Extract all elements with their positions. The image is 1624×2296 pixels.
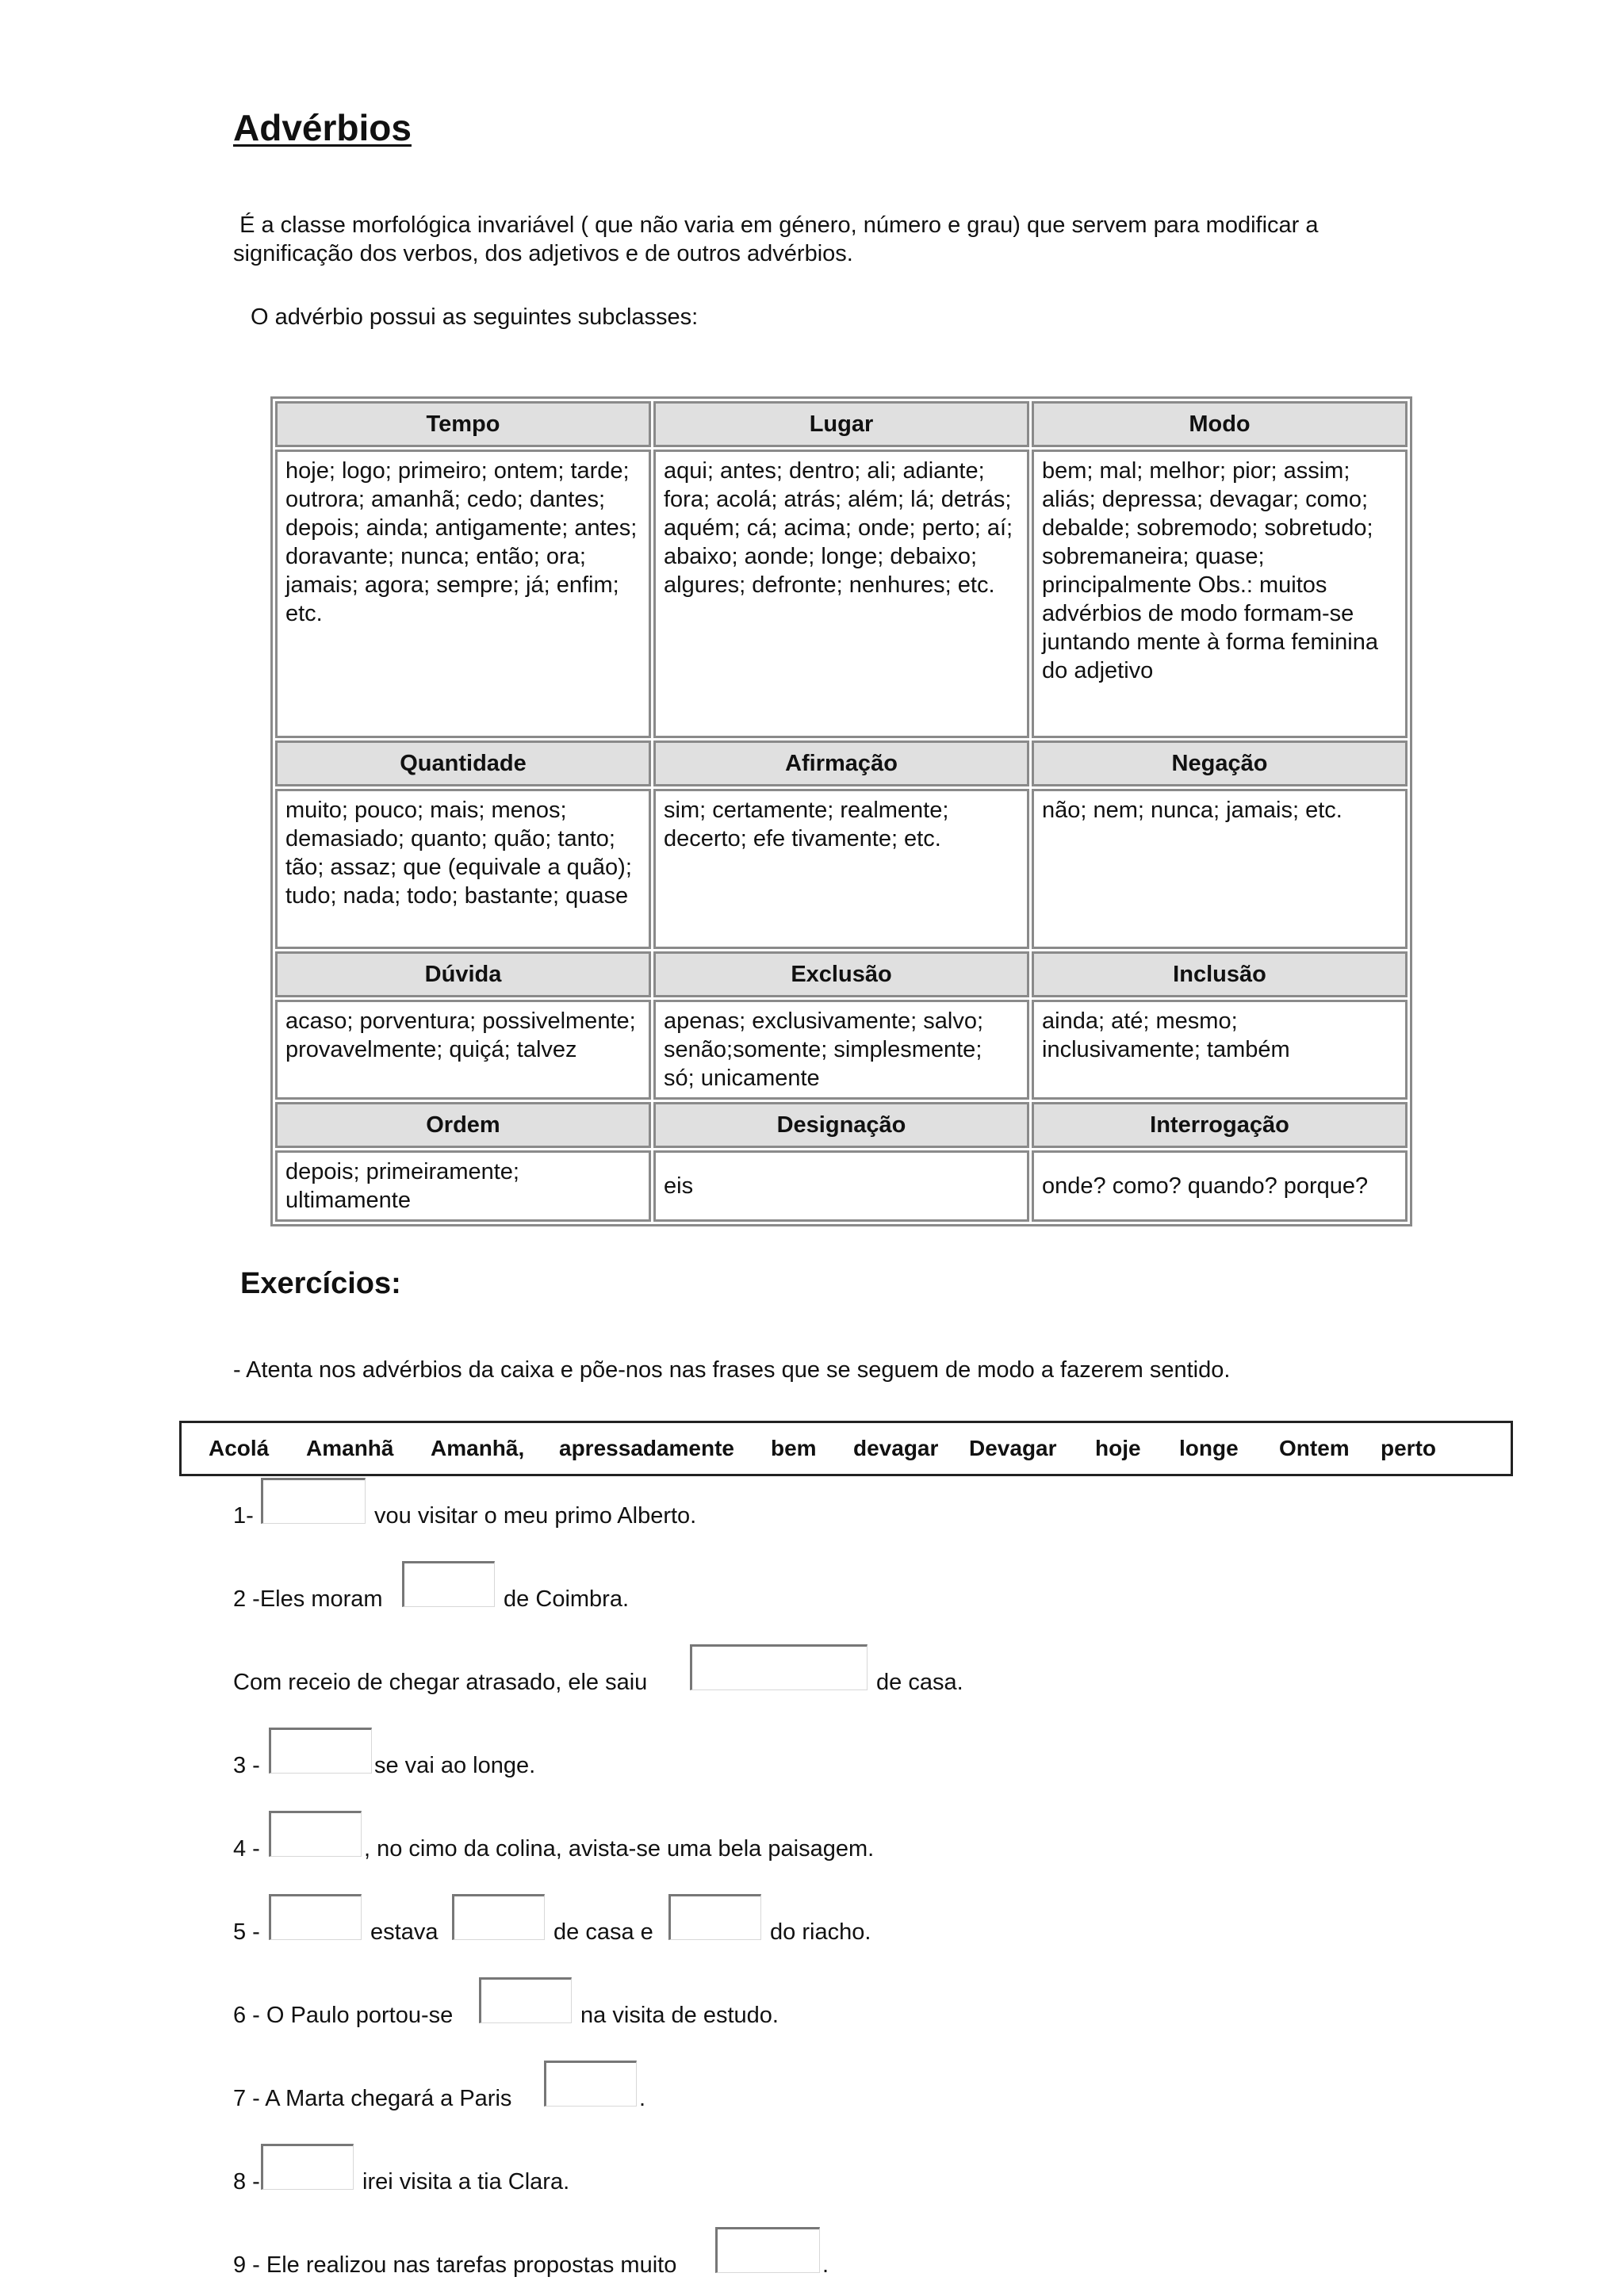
- exercise-instruction: - Atenta nos advérbios da caixa e põe-nos nas frases que se seguem de modo a fazerem sentido.: [233, 1357, 1231, 1383]
- sentence-text: 4 -: [233, 1836, 260, 1862]
- table-row: [275, 789, 1408, 949]
- table-cell-designacao: eis: [653, 1150, 1029, 1222]
- sentence-text: .: [639, 2086, 646, 2111]
- table-row: [275, 1150, 1408, 1222]
- answer-blank-2[interactable]: [402, 1561, 495, 1607]
- exercise-sentence-1: [233, 1483, 1423, 1530]
- table-header-interrogacao: Interrogação: [1032, 1102, 1408, 1148]
- table-cell-negacao: não; nem; nunca; jamais; etc.: [1032, 789, 1408, 949]
- exercise-sentence-3: [233, 1732, 1423, 1780]
- word-bank-box: [179, 1421, 1513, 1476]
- word-bank-item: hoje: [1095, 1436, 1141, 1460]
- table-header-row: [275, 740, 1408, 786]
- sentence-text: .: [822, 2252, 829, 2278]
- table-cell-interrogacao: onde? como? quando? porque?: [1032, 1150, 1408, 1222]
- sentence-text: de casa.: [870, 1670, 963, 1695]
- word-bank-item: Devagar: [969, 1436, 1057, 1460]
- table-cell-tempo: hoje; logo; primeiro; ontem; tarde; outrora; amanhã; cedo; dantes; depois; ainda; antigamente; antes; doravante; nunca; então; ora; jamais; agora; sempre; já; enfim; etc.: [275, 450, 651, 738]
- word-bank-item: bem: [771, 1436, 817, 1460]
- sentence-text: 3 -: [233, 1753, 260, 1778]
- sentence-text: de Coimbra.: [497, 1586, 630, 1612]
- exercise-sentence-2b: [233, 1649, 1423, 1697]
- table-header-negacao: Negação: [1032, 740, 1408, 786]
- answer-blank-7[interactable]: [452, 1894, 545, 1940]
- sentence-text: 5 -: [233, 1919, 260, 1945]
- exercise-sentence-9: [233, 2232, 1423, 2279]
- sentence-text: 2 -Eles moram: [233, 1586, 383, 1612]
- sentence-text: , no cimo da colina, avista-se uma bela paisagem.: [364, 1836, 875, 1862]
- table-row: [275, 1000, 1408, 1100]
- word-bank-item: apressadamente: [559, 1436, 735, 1460]
- exercise-sentence-7: [233, 2065, 1423, 2113]
- table-cell-ordem: depois; primeiramente; ultimamente: [275, 1150, 651, 1222]
- table-header-afirmacao: Afirmação: [653, 740, 1029, 786]
- sentence-text: 1-: [233, 1503, 254, 1529]
- answer-blank-8[interactable]: [668, 1894, 761, 1940]
- answer-blank-9[interactable]: [479, 1977, 572, 2023]
- table-header-tempo: Tempo: [275, 401, 651, 447]
- page-title: Advérbios: [233, 107, 412, 148]
- table-cell-lugar: aqui; antes; dentro; ali; adiante; fora; acolá; atrás; além; lá; detrás; aquém; cá; acima; onde; perto; aí; abaixo; aonde; longe; debaixo; algures; defronte; nenhures; etc.: [653, 450, 1029, 738]
- answer-blank-4[interactable]: [269, 1728, 372, 1774]
- exercise-sentence-2: [233, 1566, 1423, 1613]
- sentence-text: do riacho.: [764, 1919, 871, 1945]
- word-bank-item: Ontem: [1279, 1436, 1350, 1460]
- table-header-inclusao: Inclusão: [1032, 951, 1408, 997]
- table-cell-duvida: acaso; porventura; possivelmente; provavelmente; quiçá; talvez: [275, 1000, 651, 1100]
- exercises-heading: Exercícios:: [240, 1267, 401, 1300]
- table-cell-exclusao: apenas; exclusivamente; salvo; senão;somente; simplesmente; só; unicamente: [653, 1000, 1029, 1100]
- sentence-text: Com receio de chegar atrasado, ele saiu: [233, 1670, 648, 1695]
- sentence-text: 6 - O Paulo portou-se: [233, 2003, 454, 2028]
- answer-blank-11[interactable]: [261, 2144, 354, 2190]
- word-bank-item: Amanhã: [306, 1436, 394, 1460]
- table-header-exclusao: Exclusão: [653, 951, 1029, 997]
- exercise-sentence-6: [233, 1982, 1423, 2030]
- answer-blank-1[interactable]: [261, 1478, 366, 1524]
- sentence-text: de casa e: [547, 1919, 653, 1945]
- table-row: [275, 450, 1408, 738]
- word-bank-item: Amanhã,: [431, 1436, 525, 1460]
- table-header-modo: Modo: [1032, 401, 1408, 447]
- sentence-text: vou visitar o meu primo Alberto.: [368, 1503, 697, 1529]
- answer-blank-10[interactable]: [544, 2061, 637, 2107]
- sentence-text: 9 - Ele realizou nas tarefas propostas muito: [233, 2252, 677, 2278]
- sentence-text: 7 - A Marta chegará a Paris: [233, 2086, 512, 2111]
- exercise-sentence-5: [233, 1899, 1423, 1946]
- word-bank-item: Acolá: [209, 1436, 270, 1460]
- answer-blank-12[interactable]: [715, 2227, 820, 2273]
- intro-paragraph: É a classe morfológica invariável ( que não varia em género, número e grau) que servem para modificar a significação dos verbos, dos adjetivos e de outros advérbios.: [233, 212, 1325, 266]
- table-header-row: [275, 951, 1408, 997]
- answer-blank-3[interactable]: [690, 1644, 868, 1690]
- answer-blank-5[interactable]: [269, 1811, 362, 1857]
- table-header-duvida: Dúvida: [275, 951, 651, 997]
- table-header-ordem: Ordem: [275, 1102, 651, 1148]
- answer-blank-6[interactable]: [269, 1894, 362, 1940]
- sentence-text: estava: [364, 1919, 439, 1945]
- exercise-sentence-8: [233, 2149, 1423, 2196]
- sentence-text: 8 -: [233, 2169, 260, 2195]
- table-cell-inclusao: ainda; até; mesmo; inclusivamente; também: [1032, 1000, 1408, 1100]
- subclasses-intro: O advérbio possui as seguintes subclasses:: [251, 304, 699, 330]
- adverb-subclasses-table: [270, 396, 1412, 1226]
- exercise-sentence-4: [233, 1816, 1423, 1863]
- word-bank-item: perto: [1381, 1436, 1436, 1460]
- table-cell-modo: bem; mal; melhor; pior; assim; aliás; depressa; devagar; como; debalde; sobremodo; sobretudo; sobremaneira; quase; principalmente Obs.: muitos advérbios de modo formam-se juntando mente à forma feminina do adjetivo: [1032, 450, 1408, 738]
- table-header-row: [275, 401, 1408, 447]
- sentence-text: na visita de estudo.: [574, 2003, 779, 2028]
- table-cell-afirmacao: sim; certamente; realmente; decerto; efe tivamente; etc.: [653, 789, 1029, 949]
- table-header-lugar: Lugar: [653, 401, 1029, 447]
- table-header-row: [275, 1102, 1408, 1148]
- word-bank-item: devagar: [853, 1436, 939, 1460]
- word-bank-item: longe: [1179, 1436, 1239, 1460]
- table-cell-quantidade: muito; pouco; mais; menos; demasiado; quanto; quão; tanto; tão; assaz; que (equivale a quão); tudo; nada; todo; bastante; quase: [275, 789, 651, 949]
- table-header-quantidade: Quantidade: [275, 740, 651, 786]
- sentence-text: se vai ao longe.: [374, 1753, 536, 1778]
- sentence-text: irei visita a tia Clara.: [356, 2169, 570, 2195]
- table-header-designacao: Designação: [653, 1102, 1029, 1148]
